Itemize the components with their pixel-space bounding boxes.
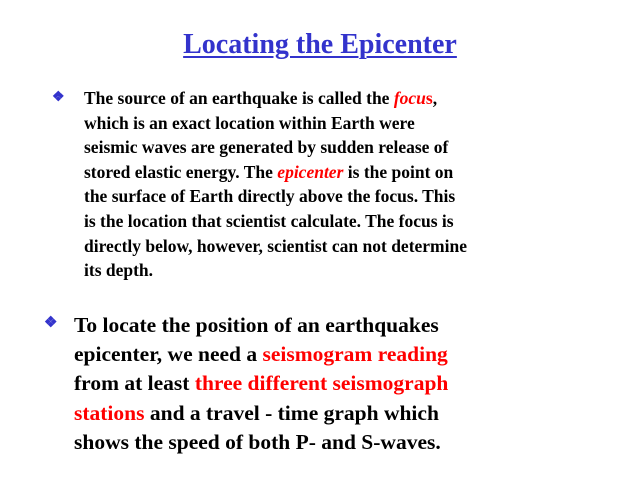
text-line: is the location that scientist calculate. The focus is [84, 210, 454, 231]
text-line: the surface of Earth directly above the focus. This [84, 186, 456, 207]
text-line: epicenter, we need a seismogram reading [74, 342, 448, 367]
text-line: stations and a travel - time graph which [74, 400, 439, 425]
text-line: seismic waves are generated by sudden release of [84, 137, 449, 158]
highlight-stations: three different seismograph [194, 371, 449, 396]
text-line: stored elastic energy. The epicenter is the point on [84, 161, 454, 182]
text-line: shows the speed of both P- and S-waves. [74, 429, 441, 454]
bullet-paragraph-focus [84, 86, 624, 283]
diamond-bullet-icon: ❖ [52, 90, 65, 105]
text-line: directly below, however, scientist can not determine [84, 235, 468, 256]
text-line: its depth. [84, 260, 154, 281]
highlight-seismogram: seismogram reading [262, 342, 448, 367]
text-line: The source of an earthquake is called the focus, [84, 88, 438, 108]
term-focus: focu [393, 88, 426, 108]
text-line: from at least three different seismograph [74, 371, 449, 396]
text-line: To locate the position of an earthquakes [74, 313, 439, 337]
bullet-paragraph-locate [74, 311, 634, 457]
slide-title: Locating the Epicenter [183, 29, 457, 60]
diamond-bullet-icon: ❖ [44, 315, 58, 331]
text-line: which is an exact location within Earth were [84, 112, 415, 133]
term-epicenter: epicenter [277, 161, 344, 182]
